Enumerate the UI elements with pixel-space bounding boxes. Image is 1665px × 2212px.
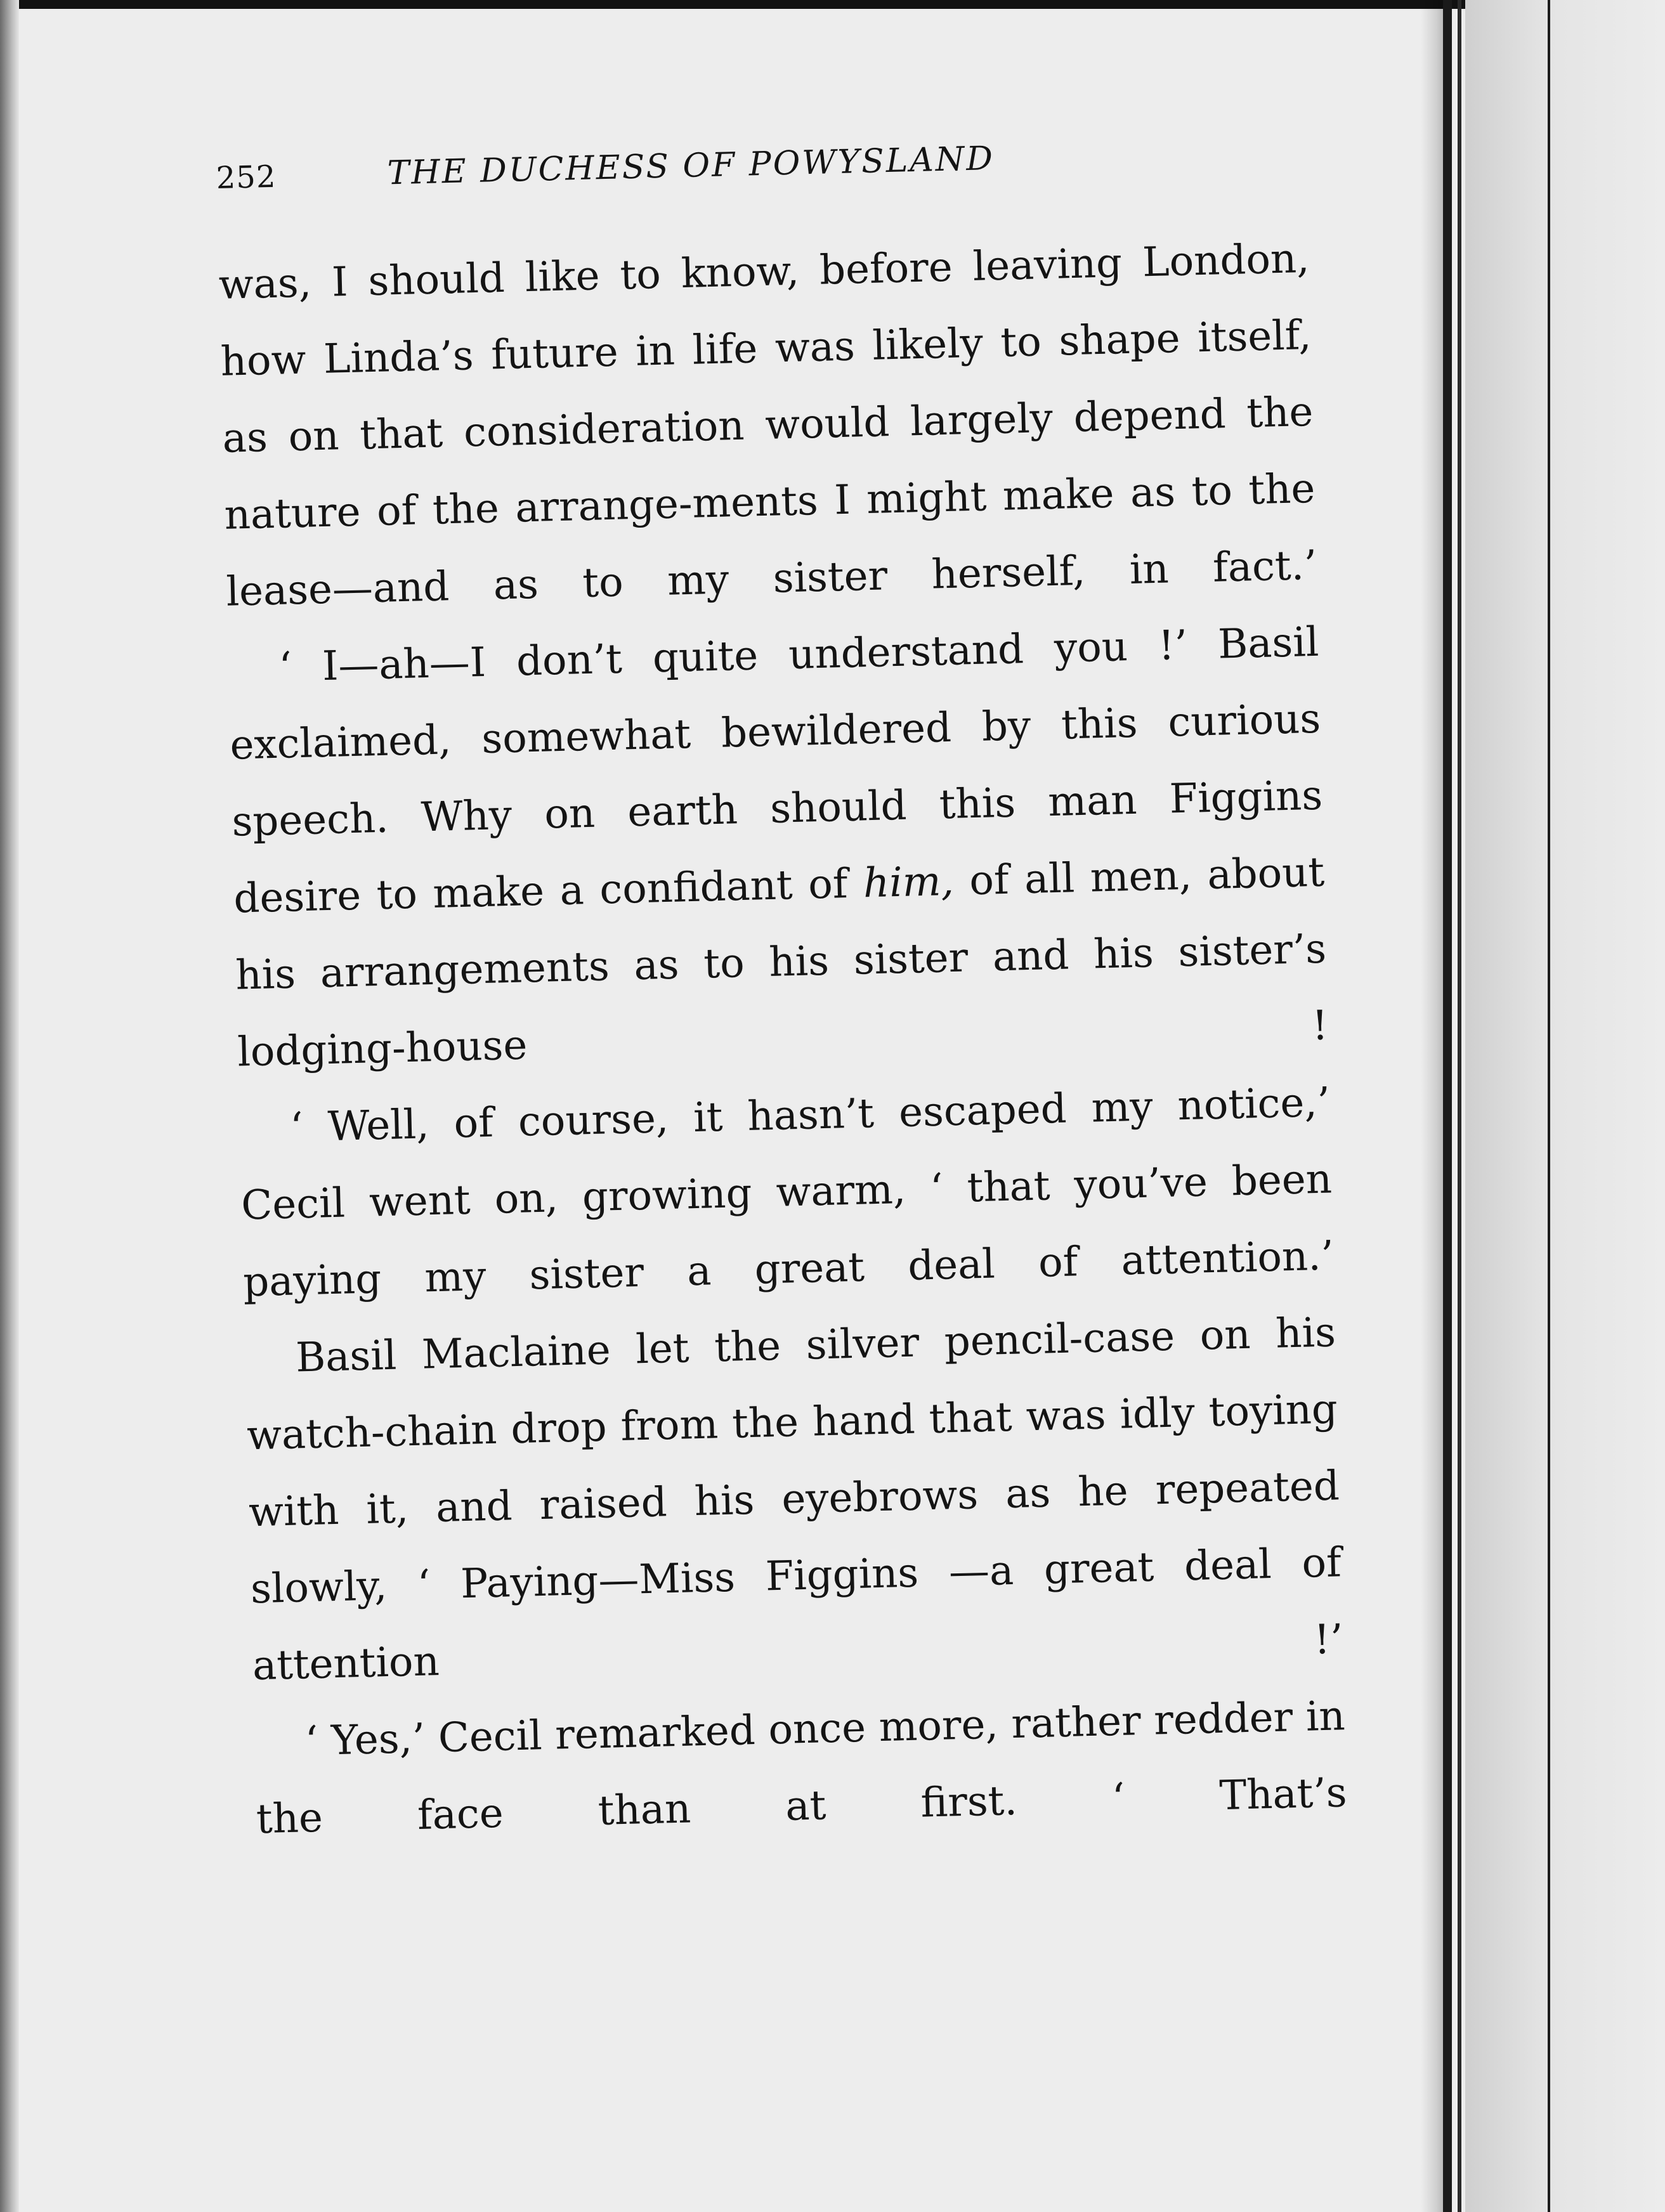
scan-left-border <box>0 0 19 2212</box>
paragraph-2-text-after: of all men, about his arrangements as to his sister and his sister’s lodging-house ! <box>235 849 1329 1076</box>
book-gutter <box>1443 0 1452 2212</box>
facing-page-edge <box>1465 0 1665 2212</box>
scan-top-border <box>0 0 1665 9</box>
paragraph-2-emphasis: him, <box>863 857 955 908</box>
paragraph-4: Basil Maclaine let the silver pencil-case on his watch-chain drop from the hand that was idly toying with it, and raised his eyebrows as he repeated slowly, ‘ Paying—Miss Figgins —a great deal of attention !’ <box>246 1309 1344 1690</box>
binding-shadow <box>1421 0 1446 2212</box>
page-text-block <box>216 132 1348 1858</box>
paragraph-2-text: ‘ I—ah—I don’t quite understand you !’ Basil exclaimed, somewhat bewildered by this curious speech. Why on earth should this man Figgins desire to make a confidant of <box>229 618 1323 923</box>
paragraph-3: ‘ Well, of course, it hasn’t escaped my notice,’ Cecil went on, growing warm, ‘ that you’ve been paying my sister a great deal of attention.’ <box>240 1079 1335 1306</box>
paragraph-1: was, I should like to know, before leaving London, how Linda’s future in life was likely to shape itself, as on that consideration would largely depend the nature of the arrange-ments I might make as to the lease—and as to my sister herself, in fact.’ <box>218 235 1318 616</box>
page-number: 252 <box>216 159 277 196</box>
running-title: THE DUCHESS OF POWYSLAND <box>386 140 995 193</box>
book-gutter-inner <box>1458 0 1461 2212</box>
paragraph-5: ‘ Yes,’ Cecil remarked once more, rather redder in the face than at first. ‘ That’s <box>256 1693 1348 1844</box>
paragraph-2 <box>227 604 1329 1091</box>
facing-page-fold <box>1548 0 1550 2212</box>
